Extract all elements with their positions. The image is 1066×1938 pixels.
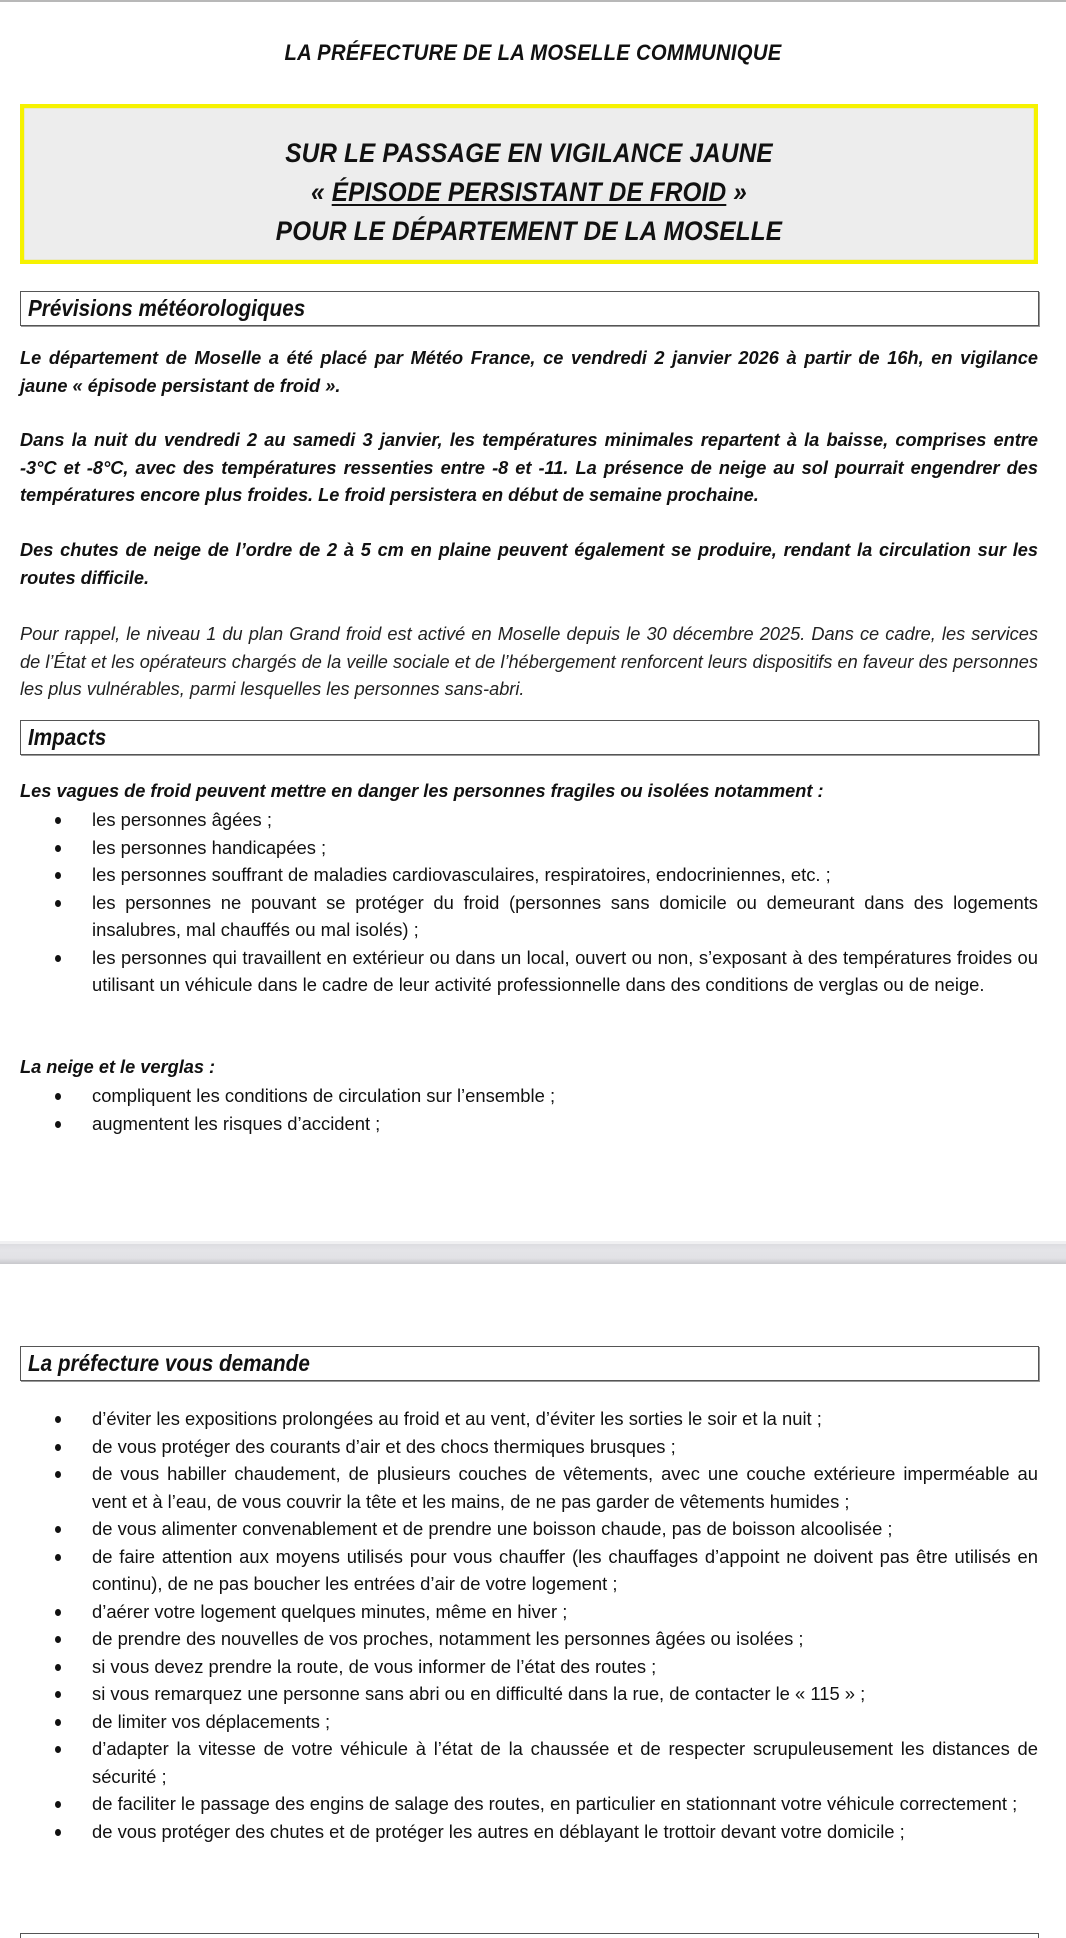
cold-impacts-list — [20, 806, 1038, 999]
list-item: d’éviter les expositions prolongées au froid et au vent, d’éviter les sorties le soir et la nuit ; — [20, 1405, 1038, 1433]
previsions-paragraph-4: Pour rappel, le niveau 1 du plan Grand froid est activé en Moselle depuis le 30 décembre 2025. Dans ce cadre, les services de l’État et les opérateurs chargés de la veille sociale et de l’hébergement renforcent leurs dispositifs en faveur des personnes les plus vulnérables, parmi lesquelles les personnes sans-abri. — [20, 624, 1038, 699]
snow-impacts-lead: La neige et le verglas : — [20, 1057, 216, 1077]
list-item: d’adapter la vitesse de votre véhicule à l’état de la chaussée et de respecter scrupuleusement les distances de sécurité ; — [20, 1735, 1038, 1790]
cold-impacts-lead: Les vagues de froid peuvent mettre en danger les personnes fragiles ou isolées notamment : — [20, 781, 824, 801]
vigilance-title-line-2 — [75, 173, 984, 212]
list-item: de faire attention aux moyens utilisés pour vous chauffer (les chauffages d’appoint ne doivent pas être utilisés en continu), de ne pas boucher les entrées d’air de votre logement ; — [20, 1543, 1038, 1598]
episode-label: ÉPISODE PERSISTANT DE FROID — [331, 177, 727, 207]
list-item: de vous habiller chaudement, de plusieurs couches de vêtements, avec une couche extérieure imperméable au vent et à l’eau, de vous couvrir la tête et les mains, de ne pas garder de vêtements humides ; — [20, 1460, 1038, 1515]
bullet-icon — [55, 1121, 61, 1128]
bullet-icon — [55, 1609, 61, 1616]
bullet-icon — [55, 1416, 61, 1423]
bullet-icon — [55, 1719, 61, 1726]
bullet-icon — [55, 955, 61, 962]
next-section-header-partial — [20, 1933, 1039, 1938]
open-quote: « — [311, 177, 332, 207]
list-item: les personnes âgées ; — [20, 806, 1038, 834]
bullet-icon — [55, 872, 61, 879]
list-item: les personnes ne pouvant se protéger du froid (personnes sans domicile ou demeurant dans des logements insalubres, mal chauffés ou mal isolés) ; — [20, 889, 1038, 944]
bullet-icon — [55, 900, 61, 907]
bullet-icon — [55, 1444, 61, 1451]
previsions-paragraph-1: Le département de Moselle a été placé par Météo France, ce vendredi 2 janvier 2026 à partir de 16h, en vigilance jaune « épisode persistant de froid ». — [20, 348, 1038, 396]
section-header-impacts — [20, 720, 1039, 755]
close-quote: » — [726, 177, 747, 207]
section-title: Prévisions météorologiques — [28, 295, 306, 321]
vigilance-title-box — [20, 104, 1038, 264]
list-item: de vous protéger des courants d’air et des chocs thermiques brusques ; — [20, 1433, 1038, 1461]
bullet-icon — [55, 1093, 61, 1100]
bullet-icon — [55, 845, 61, 852]
section-header-previsions — [20, 291, 1039, 326]
bullet-icon — [55, 1691, 61, 1698]
snow-impacts-list — [20, 1082, 1038, 1137]
section-title: Impacts — [28, 724, 107, 750]
bullet-icon — [55, 1664, 61, 1671]
list-item: de vous protéger des chutes et de protéger les autres en déblayant le trottoir devant votre domicile ; — [20, 1818, 1038, 1846]
previsions-paragraph-2: Dans la nuit du vendredi 2 au samedi 3 janvier, les températures minimales repartent à la baisse, comprises entre -3°C et -8°C, avec des températures ressenties entre -8 et -11. La présence de neige au sol pourrait engendrer des températures encore plus froides. Le froid persistera en début de semaine prochaine. — [20, 430, 1038, 505]
list-item: augmentent les risques d’accident ; — [20, 1110, 1038, 1138]
list-item: de limiter vos déplacements ; — [20, 1708, 1038, 1736]
bullet-icon — [55, 1746, 61, 1753]
list-item: d’aérer votre logement quelques minutes, même en hiver ; — [20, 1598, 1038, 1626]
list-item: de prendre des nouvelles de vos proches, notamment les personnes âgées ou isolées ; — [20, 1625, 1038, 1653]
list-item: de vous alimenter convenablement et de prendre une boisson chaude, pas de boisson alcoolisée ; — [20, 1515, 1038, 1543]
bullet-icon — [55, 1526, 61, 1533]
section-header-demande — [20, 1346, 1039, 1381]
section-title: La préfecture vous demande — [28, 1350, 310, 1376]
vigilance-title-line-1: SUR LE PASSAGE EN VIGILANCE JAUNE — [285, 138, 773, 168]
bullet-icon — [55, 1636, 61, 1643]
list-item: si vous remarquez une personne sans abri ou en difficulté dans la rue, de contacter le « 115 » ; — [20, 1680, 1038, 1708]
bullet-icon — [55, 817, 61, 824]
page-separator — [0, 1241, 1066, 1265]
list-item: si vous devez prendre la route, de vous informer de l’état des routes ; — [20, 1653, 1038, 1681]
communique-heading: LA PRÉFECTURE DE LA MOSELLE COMMUNIQUE — [284, 40, 782, 65]
bullet-icon — [55, 1801, 61, 1808]
vigilance-title-line-3: POUR LE DÉPARTEMENT DE LA MOSELLE — [275, 216, 783, 246]
bullet-icon — [55, 1829, 61, 1836]
list-item: les personnes souffrant de maladies cardiovasculaires, respiratoires, endocriniennes, etc. ; — [20, 861, 1038, 889]
list-item: les personnes qui travaillent en extérieur ou dans un local, ouvert ou non, s’exposant à des températures froides ou utilisant un véhicule dans le cadre de leur activité professionnelle dans des conditions de verglas ou de neige. — [20, 944, 1038, 999]
demande-list — [20, 1405, 1038, 1845]
list-item: compliquent les conditions de circulation sur l’ensemble ; — [20, 1082, 1038, 1110]
bullet-icon — [55, 1471, 61, 1478]
previsions-paragraph-3: Des chutes de neige de l’ordre de 2 à 5 cm en plaine peuvent également se produire, rendant la circulation sur les routes difficile. — [20, 540, 1038, 588]
page-separator-bar — [0, 1244, 1066, 1264]
list-item: de faciliter le passage des engins de salage des routes, en particulier en stationnant votre véhicule correctement ; — [20, 1790, 1038, 1818]
list-item: les personnes handicapées ; — [20, 834, 1038, 862]
bullet-icon — [55, 1554, 61, 1561]
